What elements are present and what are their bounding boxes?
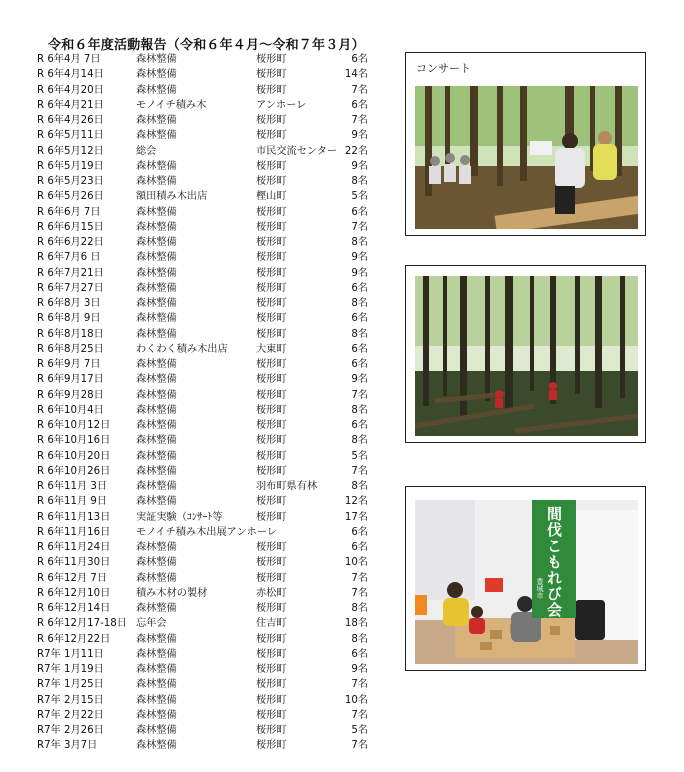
- participant-count: 9名: [351, 252, 368, 264]
- activity-name: 森林整備: [136, 664, 177, 675]
- participant-count: 8名: [351, 404, 368, 416]
- activity-row: [0, 159, 400, 174]
- activity-place: 桜形町: [256, 130, 287, 142]
- activity-place: 市民交流センター: [256, 145, 338, 157]
- activity-log: [0, 52, 400, 754]
- forest-photo-image: [415, 276, 638, 436]
- participant-count: 9名: [351, 160, 368, 172]
- activity-row: [0, 616, 400, 631]
- activity-row: [0, 632, 400, 647]
- participant-count: 7名: [351, 465, 368, 477]
- activity-row: [0, 418, 400, 433]
- activity-row: [0, 494, 400, 509]
- activity-date: R 6年7月6 日: [37, 252, 101, 264]
- activity-place: 桜形町: [256, 542, 287, 553]
- activity-row: [0, 540, 400, 555]
- activity-name: 森林整備: [136, 648, 177, 660]
- activity-date: R 6年12月 7日: [37, 572, 108, 584]
- activity-date: R 6年9月17日: [37, 374, 104, 386]
- activity-row: [0, 98, 400, 113]
- participant-count: 6名: [351, 313, 368, 325]
- blocks-photo-frame: [405, 486, 646, 671]
- participant-count: 6名: [351, 359, 368, 370]
- participant-count: 9名: [351, 664, 368, 675]
- activity-place: 桜形町: [256, 679, 287, 691]
- group-banner: [532, 500, 576, 618]
- activity-name: 森林整備: [136, 465, 177, 477]
- activity-name: 森林整備: [136, 740, 177, 752]
- activity-place: アンホーレ: [256, 99, 307, 111]
- activity-date: R7年 2月15日: [37, 694, 104, 706]
- activity-name: 森林整備: [136, 481, 177, 492]
- activity-date: R 6年9月 7日: [37, 359, 101, 370]
- blocks-photo: [415, 500, 638, 664]
- activity-place: 桜形町: [256, 374, 287, 386]
- activity-date: R 6年4月26日: [37, 115, 104, 126]
- activity-place: 桜形町: [256, 115, 287, 126]
- activity-row: [0, 510, 400, 525]
- activity-name: 森林整備: [136, 313, 177, 325]
- activity-date: R7年 1月19日: [37, 664, 104, 675]
- activity-row: [0, 372, 400, 387]
- activity-date: R 6年9月28日: [37, 389, 104, 401]
- activity-row: [0, 464, 400, 479]
- activity-name: 森林整備: [136, 374, 177, 386]
- activity-place: 桜形町: [256, 740, 287, 752]
- activity-date: R7年 1月11日: [37, 648, 104, 660]
- activity-date: R 6年11月 3日: [37, 481, 108, 492]
- activity-name: 森林整備: [136, 176, 177, 187]
- activity-date: R 6年5月11日: [37, 130, 104, 142]
- concert-photo-image: [415, 86, 638, 229]
- participant-count: 10名: [344, 557, 368, 569]
- activity-place: 桜形町: [256, 221, 287, 233]
- activity-place: 桜形町: [256, 648, 287, 660]
- activity-name: 森林整備: [136, 709, 177, 721]
- activity-date: R 6年6月 7日: [37, 206, 101, 218]
- activity-row: [0, 357, 400, 372]
- activity-place: 桜形町: [256, 84, 287, 96]
- activity-date: R 6年12月22日: [37, 633, 111, 645]
- activity-name: わくわく積み木出店: [136, 343, 228, 355]
- activity-place: 桜形町: [256, 450, 287, 462]
- activity-place: 桜形町: [256, 557, 287, 569]
- activity-place: 桜形町: [256, 435, 287, 447]
- activity-name: 森林整備: [136, 115, 177, 126]
- activity-place: 桜形町: [256, 176, 287, 187]
- activity-name: 森林整備: [136, 237, 177, 248]
- activity-name: 森林整備: [136, 679, 177, 691]
- activity-place: 桜形町: [256, 420, 287, 431]
- activity-row: [0, 67, 400, 82]
- activity-row: [0, 662, 400, 677]
- activity-date: R 6年8月25日: [37, 343, 104, 355]
- activity-place: 桜形町: [256, 54, 287, 65]
- activity-row: [0, 52, 400, 67]
- activity-name: 森林整備: [136, 282, 177, 294]
- activity-row: [0, 555, 400, 570]
- activity-date: R 6年10月16日: [37, 435, 111, 447]
- activity-place: 桜形町: [256, 496, 287, 508]
- activity-row: [0, 311, 400, 326]
- participant-count: 18名: [344, 618, 368, 630]
- activity-row: [0, 189, 400, 204]
- activity-date: R7年 3月7日: [37, 740, 98, 752]
- activity-name: 森林整備: [136, 557, 177, 569]
- activity-date: R 6年6月15日: [37, 221, 104, 233]
- participant-count: 5名: [351, 450, 368, 462]
- activity-date: R 6年10月4日: [37, 404, 104, 416]
- activity-date: R 6年4月20日: [37, 84, 104, 96]
- activity-date: R7年 2月22日: [37, 709, 104, 721]
- participant-count: 6名: [351, 282, 368, 294]
- activity-place: 大東町: [256, 343, 287, 355]
- activity-name: 実証実験（ｺﾝｻｰﾄ等: [136, 511, 223, 523]
- activity-name: 森林整備: [136, 130, 177, 142]
- participant-count: 9名: [351, 130, 368, 142]
- activity-name: 額田積み木出店: [136, 191, 208, 203]
- participant-count: 5名: [351, 725, 368, 736]
- activity-place: 桜形町: [256, 572, 287, 584]
- activity-name: モノイチ積み木出展アンホーレ: [136, 526, 277, 538]
- activity-name: 森林整備: [136, 252, 177, 264]
- activity-row: [0, 479, 400, 494]
- activity-row: [0, 342, 400, 357]
- activity-name: 森林整備: [136, 633, 177, 645]
- activity-name: 森林整備: [136, 725, 177, 736]
- activity-place: 桜形町: [256, 603, 287, 614]
- activity-date: R7年 2月26日: [37, 725, 104, 736]
- activity-place: 桜形町: [256, 404, 287, 416]
- activity-row: [0, 586, 400, 601]
- participant-count: 8名: [351, 298, 368, 309]
- activity-place: 桜形町: [256, 389, 287, 401]
- participant-count: 9名: [351, 374, 368, 386]
- activity-name: 積み木材の製材: [136, 587, 208, 599]
- participant-count: 8名: [351, 481, 368, 492]
- concert-caption: コンサート: [416, 62, 471, 75]
- activity-date: R 6年8月 9日: [37, 313, 101, 325]
- activity-date: R 6年8月18日: [37, 328, 104, 340]
- activity-row: [0, 449, 400, 464]
- activity-row: [0, 296, 400, 311]
- activity-date: R 6年8月 3日: [37, 298, 101, 309]
- participant-count: 7名: [351, 709, 368, 721]
- activity-row: [0, 647, 400, 662]
- activity-place: 桜形町: [256, 465, 287, 477]
- activity-row: [0, 723, 400, 738]
- activity-row: [0, 113, 400, 128]
- participant-count: 6名: [351, 99, 368, 111]
- activity-date: R 6年5月12日: [37, 145, 104, 157]
- activity-row: [0, 708, 400, 723]
- activity-date: R 6年12月14日: [37, 603, 111, 614]
- activity-place: 桜形町: [256, 252, 287, 264]
- activity-row: [0, 250, 400, 265]
- activity-place: 桜形町: [256, 633, 287, 645]
- activity-name: 森林整備: [136, 359, 177, 370]
- participant-count: 14名: [344, 69, 368, 81]
- activity-place: 桜形町: [256, 160, 287, 172]
- blocks-photo-image: [415, 500, 638, 664]
- participant-count: 6名: [351, 420, 368, 431]
- activity-date: R 6年11月16日: [37, 526, 111, 538]
- activity-date: R 6年12月10日: [37, 587, 111, 599]
- activity-place: 桜形町: [256, 237, 287, 248]
- activity-name: 森林整備: [136, 435, 177, 447]
- activity-date: R 6年11月30日: [37, 557, 111, 569]
- activity-date: R 6年7月21日: [37, 267, 104, 279]
- activity-place: 桜形町: [256, 511, 287, 523]
- participant-count: 7名: [351, 84, 368, 96]
- activity-name: 総会: [136, 145, 157, 157]
- activity-place: 桜形町: [256, 206, 287, 218]
- activity-row: [0, 174, 400, 189]
- activity-row: [0, 525, 400, 540]
- group-banner-text: 間伐こもれび会: [545, 506, 563, 618]
- participant-count: 10名: [344, 694, 368, 706]
- activity-place: 赤松町: [256, 587, 287, 599]
- activity-name: モノイチ積み木: [136, 99, 207, 111]
- activity-row: [0, 83, 400, 98]
- activity-row: [0, 601, 400, 616]
- activity-name: 森林整備: [136, 298, 177, 309]
- activity-place: 桜形町: [256, 328, 287, 340]
- participant-count: 6名: [351, 542, 368, 553]
- activity-row: [0, 220, 400, 235]
- activity-date: R 6年10月26日: [37, 465, 111, 477]
- activity-place: 桜形町: [256, 267, 287, 279]
- activity-row: [0, 403, 400, 418]
- activity-name: 森林整備: [136, 206, 177, 218]
- participant-count: 7名: [351, 679, 368, 691]
- participant-count: 7名: [351, 740, 368, 752]
- activity-date: R 6年4月14日: [37, 69, 104, 81]
- participant-count: 12名: [344, 496, 368, 508]
- activity-date: R 6年11月 9日: [37, 496, 108, 508]
- participant-count: 8名: [351, 633, 368, 645]
- activity-date: R 6年11月24日: [37, 542, 111, 553]
- activity-date: R 6年5月19日: [37, 160, 104, 172]
- activity-place: 桜形町: [256, 298, 287, 309]
- participant-count: 17名: [344, 511, 368, 523]
- activity-row: [0, 738, 400, 753]
- activity-name: 森林整備: [136, 84, 177, 96]
- activity-name: 森林整備: [136, 420, 177, 431]
- activity-date: R 6年11月13日: [37, 511, 111, 523]
- activity-date: R 6年10月20日: [37, 450, 111, 462]
- activity-name: 忘年会: [136, 618, 167, 630]
- activity-name: 森林整備: [136, 404, 177, 416]
- activity-row: [0, 281, 400, 296]
- participant-count: 5名: [351, 191, 368, 203]
- group-banner-subtext: 豊城市: [536, 578, 544, 599]
- activity-row: [0, 388, 400, 403]
- participant-count: 7名: [351, 221, 368, 233]
- activity-name: 森林整備: [136, 267, 177, 279]
- activity-place: 桜形町: [256, 725, 287, 736]
- activity-date: R 6年12月17-18日: [37, 618, 127, 630]
- participant-count: 6名: [351, 54, 368, 65]
- participant-count: 6名: [351, 526, 368, 538]
- report-title: 令和６年度活動報告（令和６年４月～令和７年３月）: [48, 38, 365, 53]
- activity-row: [0, 571, 400, 586]
- participant-count: 7名: [351, 389, 368, 401]
- activity-name: 森林整備: [136, 603, 177, 614]
- activity-place: 桜形町: [256, 313, 287, 325]
- activity-date: R7年 1月25日: [37, 679, 104, 691]
- activity-name: 森林整備: [136, 450, 177, 462]
- participant-count: 6名: [351, 343, 368, 355]
- participant-count: 7名: [351, 115, 368, 126]
- participant-count: 8名: [351, 328, 368, 340]
- activity-row: [0, 266, 400, 281]
- activity-place: 桜形町: [256, 709, 287, 721]
- activity-row: [0, 693, 400, 708]
- participant-count: 7名: [351, 587, 368, 599]
- activity-place: 桜形町: [256, 69, 287, 81]
- activity-name: 森林整備: [136, 160, 177, 172]
- participant-count: 7名: [351, 572, 368, 584]
- concert-photo-frame: [405, 52, 646, 236]
- participant-count: 8名: [351, 237, 368, 248]
- activity-row: [0, 677, 400, 692]
- activity-date: R 6年4月 7日: [37, 54, 101, 65]
- activity-date: R 6年4月21日: [37, 99, 104, 111]
- activity-place: 桜形町: [256, 359, 287, 370]
- activity-date: R 6年5月26日: [37, 191, 104, 203]
- activity-place: 樫山町: [256, 191, 287, 203]
- participant-count: 6名: [351, 206, 368, 218]
- concert-photo: [415, 86, 638, 229]
- activity-row: [0, 128, 400, 143]
- activity-name: 森林整備: [136, 389, 177, 401]
- activity-row: [0, 205, 400, 220]
- activity-place: 桜形町: [256, 664, 287, 675]
- activity-place: 桜形町: [256, 694, 287, 706]
- activity-date: R 6年7月27日: [37, 282, 104, 294]
- activity-place: 桜形町: [256, 282, 287, 294]
- participant-count: 9名: [351, 267, 368, 279]
- activity-name: 森林整備: [136, 69, 177, 81]
- activity-place: 住吉町: [256, 618, 287, 630]
- activity-date: R 6年5月23日: [37, 176, 104, 187]
- activity-date: R 6年6月22日: [37, 237, 104, 248]
- activity-name: 森林整備: [136, 572, 177, 584]
- participant-count: 8名: [351, 603, 368, 614]
- activity-name: 森林整備: [136, 694, 177, 706]
- participant-count: 6名: [351, 648, 368, 660]
- activity-row: [0, 327, 400, 342]
- activity-name: 森林整備: [136, 328, 177, 340]
- activity-name: 森林整備: [136, 496, 177, 508]
- forest-photo: [415, 276, 638, 436]
- participant-count: 8名: [351, 435, 368, 447]
- activity-row: [0, 144, 400, 159]
- activity-name: 森林整備: [136, 542, 177, 553]
- participant-count: 22名: [344, 145, 368, 157]
- forest-photo-frame: [405, 265, 646, 443]
- activity-row: [0, 235, 400, 250]
- activity-place: 羽布町県有林: [256, 481, 318, 492]
- activity-name: 森林整備: [136, 221, 177, 233]
- activity-row: [0, 433, 400, 448]
- activity-name: 森林整備: [136, 54, 177, 65]
- participant-count: 8名: [351, 176, 368, 187]
- activity-date: R 6年10月12日: [37, 420, 111, 431]
